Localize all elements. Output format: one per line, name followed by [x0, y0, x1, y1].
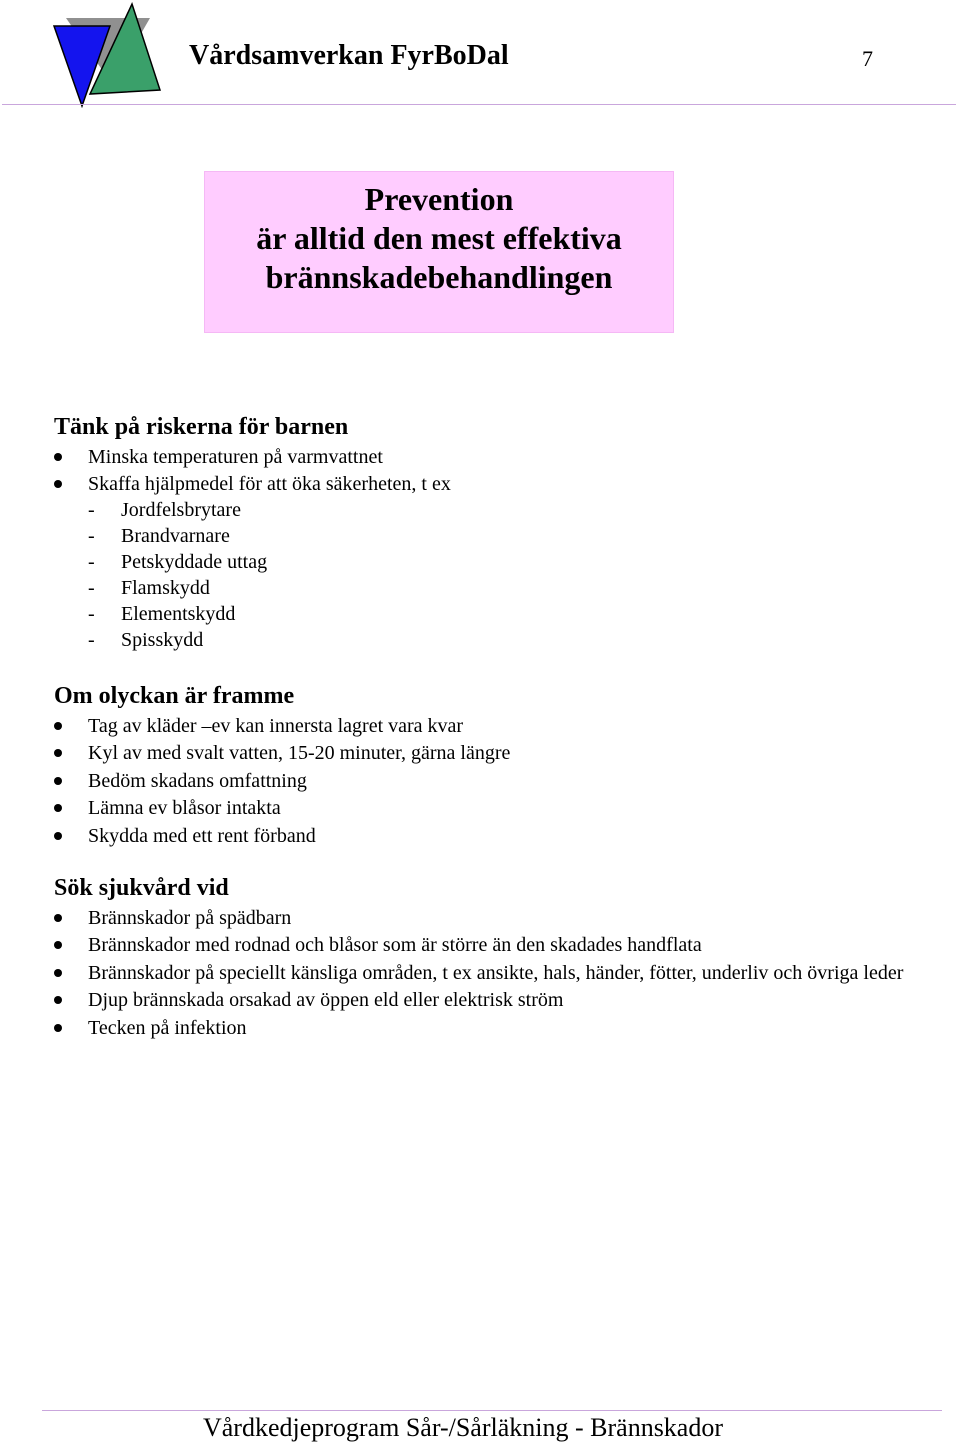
- list-item-text: Skaffa hjälpmedel för att öka säkerheten, t ex: [88, 473, 451, 495]
- footer-text: Vårdkedjeprogram Sår-/Sårläkning - Brännskador: [202, 1413, 724, 1442]
- bullet-icon: [54, 453, 62, 461]
- list-item: [54, 444, 934, 470]
- callout-line: är alltid den mest effektiva: [256, 220, 622, 256]
- fyrbodal-logo: [52, 2, 164, 108]
- list-item: [54, 471, 934, 497]
- header-title: Vårdsamverkan FyrBoDal: [189, 40, 509, 71]
- sub-list-item: [54, 497, 934, 523]
- bullet-icon: [54, 1024, 62, 1032]
- list-item-text: Bedöm skadans omfattning: [88, 769, 307, 792]
- list-item: [54, 932, 934, 958]
- bullet-icon: [54, 722, 62, 730]
- sub-list-item: [54, 601, 934, 627]
- footer-divider: [42, 1410, 942, 1411]
- list-item: [54, 740, 934, 766]
- list-item-text: Brännskador på speciellt känsliga områden, t ex ansikte, hals, händer, fötter, underliv och övriga leder: [88, 961, 904, 984]
- callout-line: Prevention: [364, 181, 514, 217]
- sub-list-item: [54, 627, 934, 653]
- sub-list-item-text: Elementskydd: [121, 603, 236, 625]
- list-item-text: Tecken på infektion: [88, 1016, 247, 1039]
- section-if-accident-happens: [54, 681, 934, 850]
- list-item-text: Brännskador på spädbarn: [88, 907, 292, 929]
- sub-list-item-text: Spisskydd: [121, 629, 204, 651]
- header-divider: [2, 104, 956, 105]
- dash-marker: -: [88, 577, 95, 599]
- list-item: [54, 1015, 934, 1041]
- list-item-text: Lämna ev blåsor intakta: [88, 797, 281, 820]
- list-item-text: Minska temperaturen på varmvattnet: [88, 446, 383, 468]
- sub-list-item: [54, 575, 934, 601]
- dash-marker: -: [88, 499, 95, 521]
- list-item: [54, 795, 934, 821]
- list-item-text: Tag av kläder –ev kan innersta lagret vara kvar: [88, 715, 464, 737]
- dash-marker: -: [88, 603, 95, 625]
- bullet-icon: [54, 914, 62, 922]
- dash-marker: -: [88, 629, 95, 651]
- bullet-icon: [54, 804, 62, 812]
- list-item: [54, 960, 934, 986]
- list-item-text: Djup brännskada orsakad av öppen eld eller elektrisk ström: [88, 989, 564, 1012]
- bullet-icon: [54, 832, 62, 840]
- bullet-icon: [54, 969, 62, 977]
- bullet-icon: [54, 777, 62, 785]
- sub-list-item-text: Brandvarnare: [121, 525, 230, 547]
- list-item: [54, 987, 934, 1013]
- dash-marker: -: [88, 551, 95, 573]
- list-item: [54, 823, 934, 849]
- section-seek-care: [54, 873, 934, 1042]
- list-item-text: Skydda med ett rent förband: [88, 824, 316, 847]
- sub-list-item-text: Petskyddade uttag: [121, 551, 268, 573]
- bullet-icon: [54, 996, 62, 1004]
- list-item: [54, 905, 934, 931]
- dash-marker: -: [88, 525, 95, 547]
- list-item: [54, 713, 934, 739]
- section-heading: Tänk på riskerna för barnen: [54, 414, 349, 440]
- list-item: [54, 768, 934, 794]
- section-heading: Om olyckan är framme: [54, 683, 295, 709]
- sub-list-item: [54, 523, 934, 549]
- bullet-icon: [54, 749, 62, 757]
- sub-list-item: [54, 549, 934, 575]
- list-item-text: Kyl av med svalt vatten, 15-20 minuter, gärna längre: [88, 742, 511, 765]
- section-risks-for-children: [54, 412, 934, 653]
- bullet-icon: [54, 941, 62, 949]
- page-number: 7: [862, 46, 873, 71]
- sub-list-item-text: Flamskydd: [121, 577, 210, 599]
- section-heading: Sök sjukvård vid: [54, 875, 229, 901]
- prevention-callout: [204, 171, 674, 333]
- bullet-icon: [54, 480, 62, 488]
- list-item-text: Brännskador med rodnad och blåsor som är större än den skadades handflata: [88, 934, 702, 957]
- callout-line: brännskadebehandlingen: [265, 259, 613, 295]
- sub-list-item-text: Jordfelsbrytare: [121, 499, 241, 521]
